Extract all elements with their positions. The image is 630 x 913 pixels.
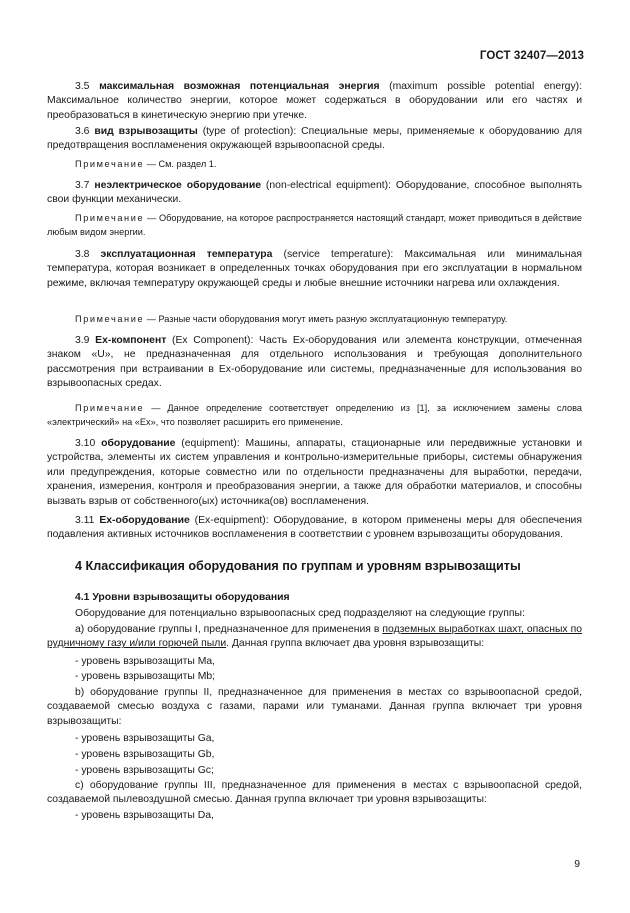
note-4: [47, 402, 582, 429]
subsection-4-1-heading: 4.1 Уровни взрывозащиты оборудования: [75, 592, 290, 603]
definition-number: 3.8: [75, 249, 90, 260]
definition-text: (maximum possible potential energy): Максимальное количество энергии, которое может содержаться в оборудовании или его частях и преобразоваться в кинетическую энергию при утечке.: [47, 81, 582, 121]
definition-3-5: [47, 80, 582, 123]
note-label: Примечание: [75, 314, 145, 324]
page-number: 9: [574, 859, 580, 870]
level-da: - уровень взрывозащиты Da,: [75, 810, 214, 821]
note-3: [47, 313, 582, 327]
definition-text: (service temperature): Максимальная или минимальная температура, которая возникает в определенных точках оборудования при его эксплуатации в нормальном режиме, включая температуру окружающей среды и любые внешние источники нагрева или охлаждения.: [47, 249, 582, 289]
definition-3-11: [47, 514, 582, 543]
definition-term: Ex-компонент: [95, 335, 167, 346]
definition-term: неэлектрическое оборудование: [94, 180, 261, 191]
definition-text: (non-electrical equipment): Оборудование, способное выполнять свои функции механически.: [47, 180, 582, 206]
level-ga: - уровень взрывозащиты Ga,: [75, 733, 215, 744]
group-a-text: а) оборудование группы I, предназначенное для применения в: [75, 624, 383, 635]
level-ma: - уровень взрывозащиты Ma,: [75, 656, 216, 667]
level-mb: - уровень взрывозащиты Mb;: [75, 671, 216, 682]
group-a-underlined: подземных выработках шахт, опасных по рудничному газу и/или горючей пыли: [47, 624, 582, 650]
definition-number: 3.6: [75, 126, 90, 137]
note-text: — См. раздел 1.: [144, 159, 217, 169]
definition-number: 3.5: [75, 81, 90, 92]
groups-intro: Оборудование для потенциально взрывоопасных сред подразделяют на следующие группы:: [75, 608, 525, 619]
note-1: [47, 158, 582, 172]
definition-text: (Ex-equipment): Оборудование, в котором применены меры для обеспечения подавления активных источников воспламенения в соответствии с уровнем взрывозащиты оборудования.: [47, 515, 582, 541]
level-gb: - уровень взрывозащиты Gb,: [75, 749, 215, 760]
definition-term: оборудование: [101, 438, 176, 449]
group-c-paragraph: c) оборудование группы III, предназначенное для применения в местах с взрывоопасной средой, создаваемой пылевоздушной смесью. Данная группа включает три уровня взрывозащиты:: [47, 780, 582, 806]
note-text: — Оборудование, на которое распространяется настоящий стандарт, может приводиться в действие любым видом энергии.: [47, 213, 582, 237]
definition-number: 3.7: [75, 180, 90, 191]
note-text: — Разные части оборудования могут иметь разную эксплуатационную температуру.: [144, 314, 508, 324]
note-text: — Данное определение соответствует определению из [1], за исключением замены слова «электрический» на «Ex», что позволяет расширить его применение.: [47, 403, 582, 427]
definition-text: (Ex Component): Часть Ex-оборудования или элемента конструкции, отмеченная знаком «U», не предназначенная для отдельного использования и требующая дополнительного рассмотрения при встраивании в Ex-оборудование или системы, предназначенные для использования во взрывоопасных средах.: [47, 335, 583, 390]
definition-term: максимальная возможная потенциальная энергия: [99, 81, 380, 92]
section-4-heading: 4 Классификация оборудования по группам и уровням взрывозащиты: [75, 559, 521, 573]
definition-3-6: [47, 125, 582, 154]
definition-3-7: [47, 179, 582, 208]
definition-text: (type of protection): Специальные меры, применяемые к оборудованию для предотвращения воспламенения окружающей взрывоопасной среды.: [47, 126, 582, 152]
group-b-paragraph: b) оборудование группы II, предназначенное для применения в местах со взрывоопасной средой, создаваемой смесью воздуха с газами, парами или туманами. Данная группа включает три уровня взрывозащиты:: [47, 687, 582, 727]
definition-number: 3.11: [75, 515, 95, 526]
definition-3-9: [47, 334, 582, 392]
definition-3-8: [47, 248, 582, 291]
note-label: Примечание: [75, 403, 145, 413]
standard-header: ГОСТ 32407—2013: [479, 50, 584, 62]
note-2: [47, 212, 582, 239]
definition-term: эксплуатационная температура: [100, 249, 273, 260]
note-label: Примечание: [75, 213, 145, 223]
definition-number: 3.9: [75, 335, 90, 346]
definition-term: Ex-оборудование: [99, 515, 190, 526]
definition-3-10: [47, 437, 582, 509]
group-a-paragraph: [47, 623, 582, 652]
definition-term: вид взрывозащиты: [94, 126, 198, 137]
level-gc: - уровень взрывозащиты Gc;: [75, 765, 214, 776]
definition-text: (equipment): Машины, аппараты, стационарные или передвижные установки и устройства, элементы их систем управления и контрольно-измерительные приборы, системы обнаружения или предупреждения, которые совместно или по отдельности предназначены для выработки, передачи, хранения, измерения, контроля и преобразования энергии, а также для обработки материалов, и способны вызвать взрыв от собственного(ых) источника(ов) воспламенения.: [47, 438, 582, 507]
definition-number: 3.10: [75, 438, 96, 449]
note-label: Примечание: [75, 159, 145, 169]
group-a-text-end: . Данная группа включает два уровня взрывозащиты:: [226, 638, 485, 650]
